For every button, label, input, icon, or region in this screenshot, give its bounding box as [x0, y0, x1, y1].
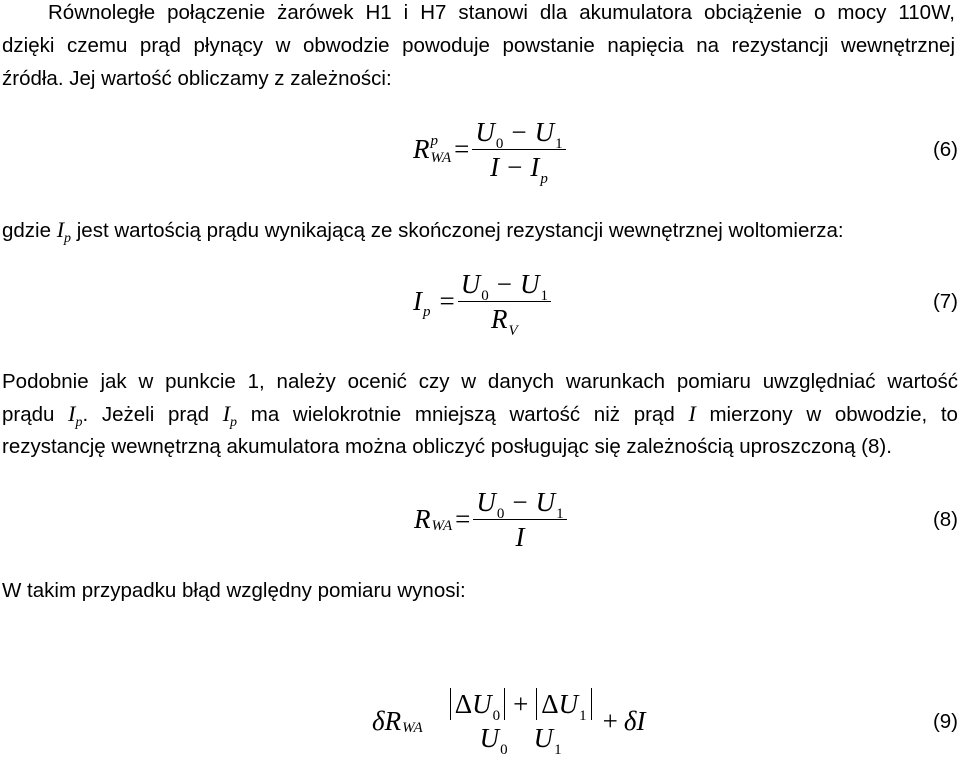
eq9-lhs-subscript: WA	[402, 719, 423, 736]
current-symbol: I	[222, 401, 231, 426]
equation-9	[372, 687, 646, 758]
eq8-num-b-sub: 1	[556, 506, 564, 522]
eq9-num-a-delta: Δ	[454, 689, 473, 719]
eq8-num-a: U	[476, 487, 496, 517]
eq9-tail-delta: δ	[623, 705, 637, 736]
eq7-numerator	[458, 267, 551, 302]
eq8-equals-sign: =	[455, 504, 471, 534]
paragraph-1-line-2: dzięki czemu prąd płynący w obwodzie powoduje powstanie napięcia na rezystancji wewnętrznej	[2, 34, 955, 57]
eq7-num-a: U	[460, 269, 481, 299]
eq9-num-b-delta: Δ	[541, 689, 559, 719]
eq9-numerator	[447, 687, 595, 724]
eq8-num-a-sub: 0	[496, 506, 505, 522]
eq9-num-b-sub: 1	[579, 708, 587, 724]
eq7-fraction	[458, 267, 551, 339]
eq6-numerator	[472, 115, 565, 150]
eq7-num-b: U	[519, 269, 540, 299]
eq7-den-a-sub: V	[508, 323, 518, 339]
paragraph-3-text-3: ma wielokrotnie mniejszą wartość niż prąd	[250, 403, 675, 426]
equation-9-number: (9)	[932, 710, 958, 733]
equation-7	[413, 267, 551, 339]
eq6-fraction	[472, 115, 565, 187]
eq9-lhs-symbol: R	[384, 705, 402, 736]
paragraph-4: W takim przypadku błąd względny pomiaru wynosi:	[2, 579, 466, 602]
equation-6	[413, 115, 566, 187]
eq9-num-a: U	[472, 689, 492, 719]
eq8-denominator	[512, 520, 527, 554]
eq9-abs-term-2	[536, 688, 591, 724]
equation-8	[414, 485, 567, 554]
eq8-lhs-symbol: R	[414, 504, 431, 534]
eq9-den-b: U	[533, 723, 554, 753]
eq9-denominator	[477, 721, 565, 758]
eq7-lhs-subscript: p	[423, 304, 431, 320]
equation-6-number: (6)	[932, 138, 958, 161]
current-symbol: I	[56, 217, 65, 242]
paragraph-1-line-3: źródła. Jej wartość obliczamy z zależności:	[2, 67, 392, 90]
eq6-den-operator: −	[507, 152, 523, 182]
paragraph-2-text-before: gdzie	[2, 219, 52, 242]
current-symbol: I	[688, 401, 696, 426]
eq7-equals-sign: =	[439, 286, 455, 316]
current-symbol-subscript: p	[230, 415, 238, 430]
eq9-num-a-sub: 0	[492, 708, 501, 724]
eq6-den-b: I	[530, 152, 540, 182]
eq7-num-b-sub: 1	[540, 288, 548, 304]
eq9-lhs-delta: δ	[372, 705, 385, 736]
paragraph-3-line-1: Podobnie jak w punkcie 1, należy ocenić czy w danych warunkach pomiaru uwzględniać wartość	[2, 370, 958, 393]
eq7-denominator	[488, 302, 521, 339]
eq6-num-a-sub: 0	[495, 136, 504, 152]
eq6-den-a: I	[490, 152, 500, 182]
eq6-lhs-subscript: WA	[430, 149, 452, 166]
eq9-den-a: U	[479, 723, 500, 753]
eq8-num-operator: −	[512, 487, 528, 517]
eq8-numerator	[473, 485, 566, 520]
paragraph-1-line-1: Równoległe połączenie żarówek H1 i H7 stanowi dla akumulatora obciążenie o mocy 110W,	[48, 1, 955, 24]
paragraph-3-text-2: . Jeżeli prąd	[82, 403, 210, 426]
eq9-fraction	[447, 687, 595, 758]
current-symbol-subscript: p	[75, 415, 83, 430]
eq9-den-b-sub: 1	[554, 742, 562, 758]
eq6-num-b: U	[534, 117, 555, 147]
eq7-lhs-symbol: I	[413, 286, 422, 316]
eq6-num-a: U	[475, 117, 495, 147]
eq6-den-b-sub: p	[540, 171, 548, 187]
eq6-num-operator: −	[511, 117, 527, 147]
paragraph-2-text-after: jest wartością prądu wynikającą ze skończonej rezystancji wewnętrznej woltomierza:	[76, 219, 844, 242]
paragraph-3-text-1: prądu	[2, 403, 55, 426]
equation-7-number: (7)	[932, 290, 958, 313]
paragraph-3-line-3: rezystancję wewnętrzną akumulatora można obliczyć posługując się zależnością uproszczoną (8).	[2, 435, 892, 458]
eq6-num-b-sub: 1	[555, 136, 563, 152]
eq9-abs-term-1	[450, 688, 505, 724]
eq7-num-operator: −	[496, 269, 512, 299]
current-symbol: I	[68, 401, 76, 426]
eq9-tail-variable: I	[636, 705, 646, 736]
eq6-equals-sign: =	[454, 134, 470, 164]
eq9-num-b: U	[558, 689, 579, 719]
current-symbol-subscript: p	[64, 231, 72, 246]
eq9-tail-operator: +	[602, 705, 618, 736]
paragraph-3-line-2	[2, 401, 958, 430]
paragraph-3-text-4: mierzony w obwodzie, to	[709, 403, 958, 426]
equation-8-number: (8)	[932, 508, 958, 531]
eq8-den-a: I	[515, 522, 525, 552]
eq9-num-operator: +	[513, 689, 529, 719]
eq7-den-a: R	[491, 304, 508, 334]
paragraph-2	[2, 217, 958, 246]
eq8-fraction	[473, 485, 566, 554]
eq6-lhs-superscript: p	[430, 132, 438, 149]
eq7-num-a-sub: 0	[481, 288, 489, 304]
eq9-den-a-sub: 0	[500, 742, 508, 758]
eq6-lhs-scripts	[431, 133, 452, 167]
eq8-lhs-subscript: WA	[431, 518, 453, 534]
eq6-lhs-symbol: R	[413, 134, 430, 164]
eq8-num-b: U	[535, 487, 556, 517]
